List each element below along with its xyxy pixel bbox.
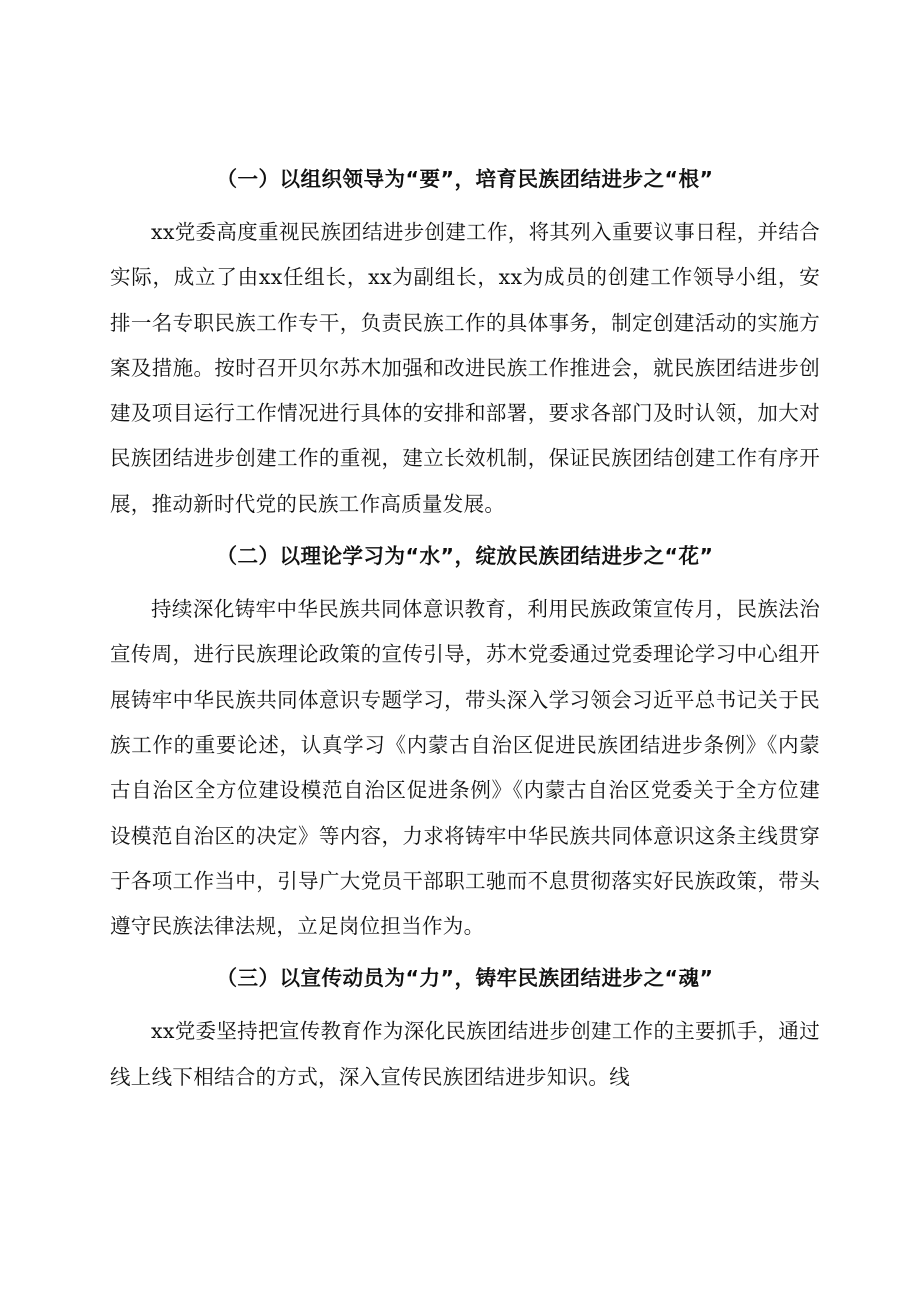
section-paragraph-2: 持续深化铸牢中华民族共同体意识教育，利用民族政策宣传月，民族法治宣传周，进行民族理论政策的宣传引导，苏木党委通过党委理论学习中心组开展铸牢中华民族共同体意识专题学习，带头深入学习领会习近平总书记关于民族工作的重要论述，认真学习《内蒙古自治区促进民族团结进步条例》《内蒙古自治区全方位建设模范自治区促进条例》《内蒙古自治区党委关于全方位建设模范自治区的决定》等内容，力求将铸牢中华民族共同体意识这条主线贯穿于各项工作当中，引导广大党员干部职工驰而不息贯彻落实好民族政策，带头遵守民族法律法规，立足岗位担当作为。 (110, 597, 820, 939)
section-heading-2: （二）以理论学习为“水”，绽放民族团结进步之“花” (216, 544, 714, 569)
section-paragraph-1: xx党委高度重视民族团结进步创建工作，将其列入重要议事日程，并结合实际，成立了由xx任组长，xx为副组长，xx为成员的创建工作领导小组，安排一名专职民族工作专干，负责民族工作的具体事务，制定创建活动的实施方案及措施。按时召开贝尔苏木加强和改进民族工作推进会，就民族团结进步创建及项目运行工作情况进行具体的安排和部署，要求各部门及时认领，加大对民族团结进步创建工作的重视，建立长效机制，保证民族团结创建工作有序开展，推动新时代党的民族工作高质量发展。 (110, 220, 820, 516)
section-paragraph-3: xx党委坚持把宣传教育作为深化民族团结进步创建工作的主要抓手，通过线上线下相结合的方式，深入宣传民族团结进步知识。线 (110, 1019, 820, 1089)
section-heading-3: （三）以宣传动员为“力”，铸牢民族团结进步之“魂” (216, 966, 714, 991)
section-heading-1: （一）以组织领导为“要”，培育民族团结进步之“根” (216, 167, 714, 191)
document-body (110, 160, 820, 1110)
